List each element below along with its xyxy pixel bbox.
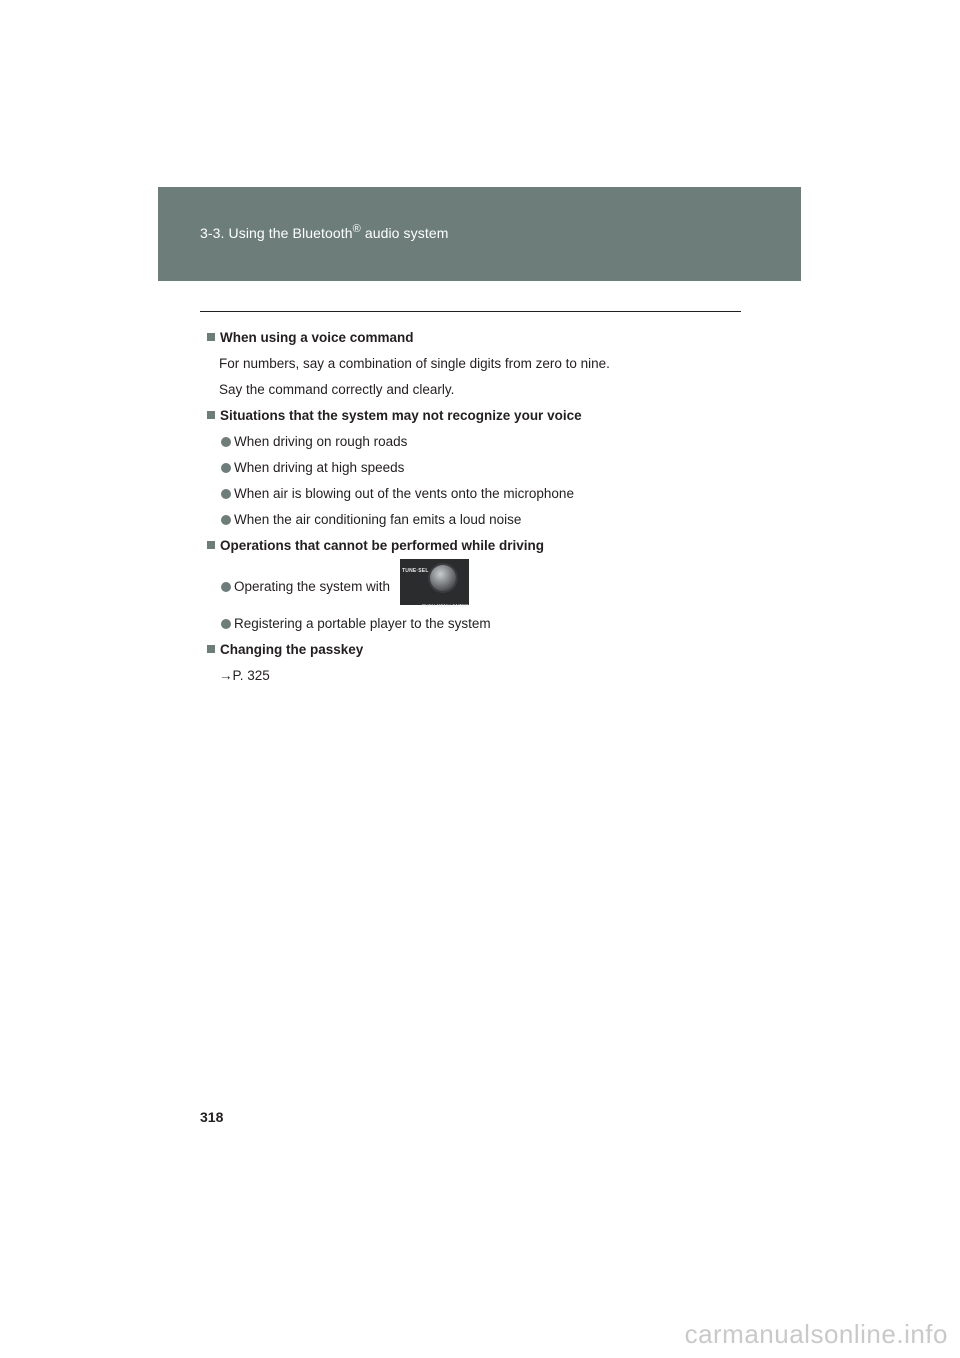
square-marker-icon — [207, 333, 215, 341]
section-heading — [206, 406, 766, 432]
bullet-dot-icon — [221, 619, 231, 629]
bullet-dot-icon — [221, 515, 231, 525]
page-number: 318 — [200, 1109, 224, 1125]
square-marker-icon — [207, 645, 215, 653]
bullet-dot-icon — [221, 463, 231, 473]
list-item-text: When the air conditioning fan emits a loud noise — [234, 512, 522, 527]
heading-text: Situations that the system may not recognize your voice — [220, 408, 582, 423]
list-item — [206, 562, 766, 614]
section-title-text: 3-3. Using the Bluetooth — [200, 225, 353, 241]
watermark: carmanualsonline.info — [684, 1319, 948, 1349]
bullet-dot-icon — [221, 489, 231, 499]
content-area — [206, 328, 766, 692]
section-heading — [206, 640, 766, 666]
list-item — [206, 614, 766, 640]
bullet-dot-icon — [221, 437, 231, 447]
body-text: For numbers, say a combination of single digits from zero to nine. — [219, 356, 610, 371]
list-item-text: Operating the system with — [234, 579, 391, 594]
page-reference-link[interactable]: →P. 325 — [219, 668, 270, 683]
section-heading — [206, 328, 766, 354]
list-item — [206, 510, 766, 536]
section-heading — [206, 536, 766, 562]
list-item-text: When driving on rough roads — [234, 434, 408, 449]
list-item-text: Registering a portable player to the system — [234, 616, 491, 631]
knob-label-bottom: PUSH MENU·ENTER — [422, 603, 469, 608]
registered-mark: ® — [352, 223, 361, 235]
heading-text: Changing the passkey — [220, 642, 364, 657]
list-item — [206, 458, 766, 484]
tune-sel-knob-image — [400, 559, 469, 608]
tune-sel-knob-icon — [430, 565, 456, 591]
divider-rule — [200, 311, 741, 312]
section-title — [200, 225, 449, 241]
list-item-text: When driving at high speeds — [234, 460, 405, 475]
square-marker-icon — [207, 411, 215, 419]
list-item — [206, 432, 766, 458]
section-header-band — [158, 187, 801, 281]
list-item-text: When air is blowing out of the vents onto the microphone — [234, 486, 574, 501]
bullet-dot-icon — [221, 582, 231, 592]
heading-text: Operations that cannot be performed while driving — [220, 538, 545, 553]
body-text: Say the command correctly and clearly. — [219, 382, 455, 397]
knob-label-top: TUNE·SEL — [402, 568, 429, 574]
section-title-suffix: audio system — [360, 225, 449, 241]
square-marker-icon — [207, 541, 215, 549]
list-item — [206, 484, 766, 510]
heading-text: When using a voice command — [220, 330, 414, 345]
